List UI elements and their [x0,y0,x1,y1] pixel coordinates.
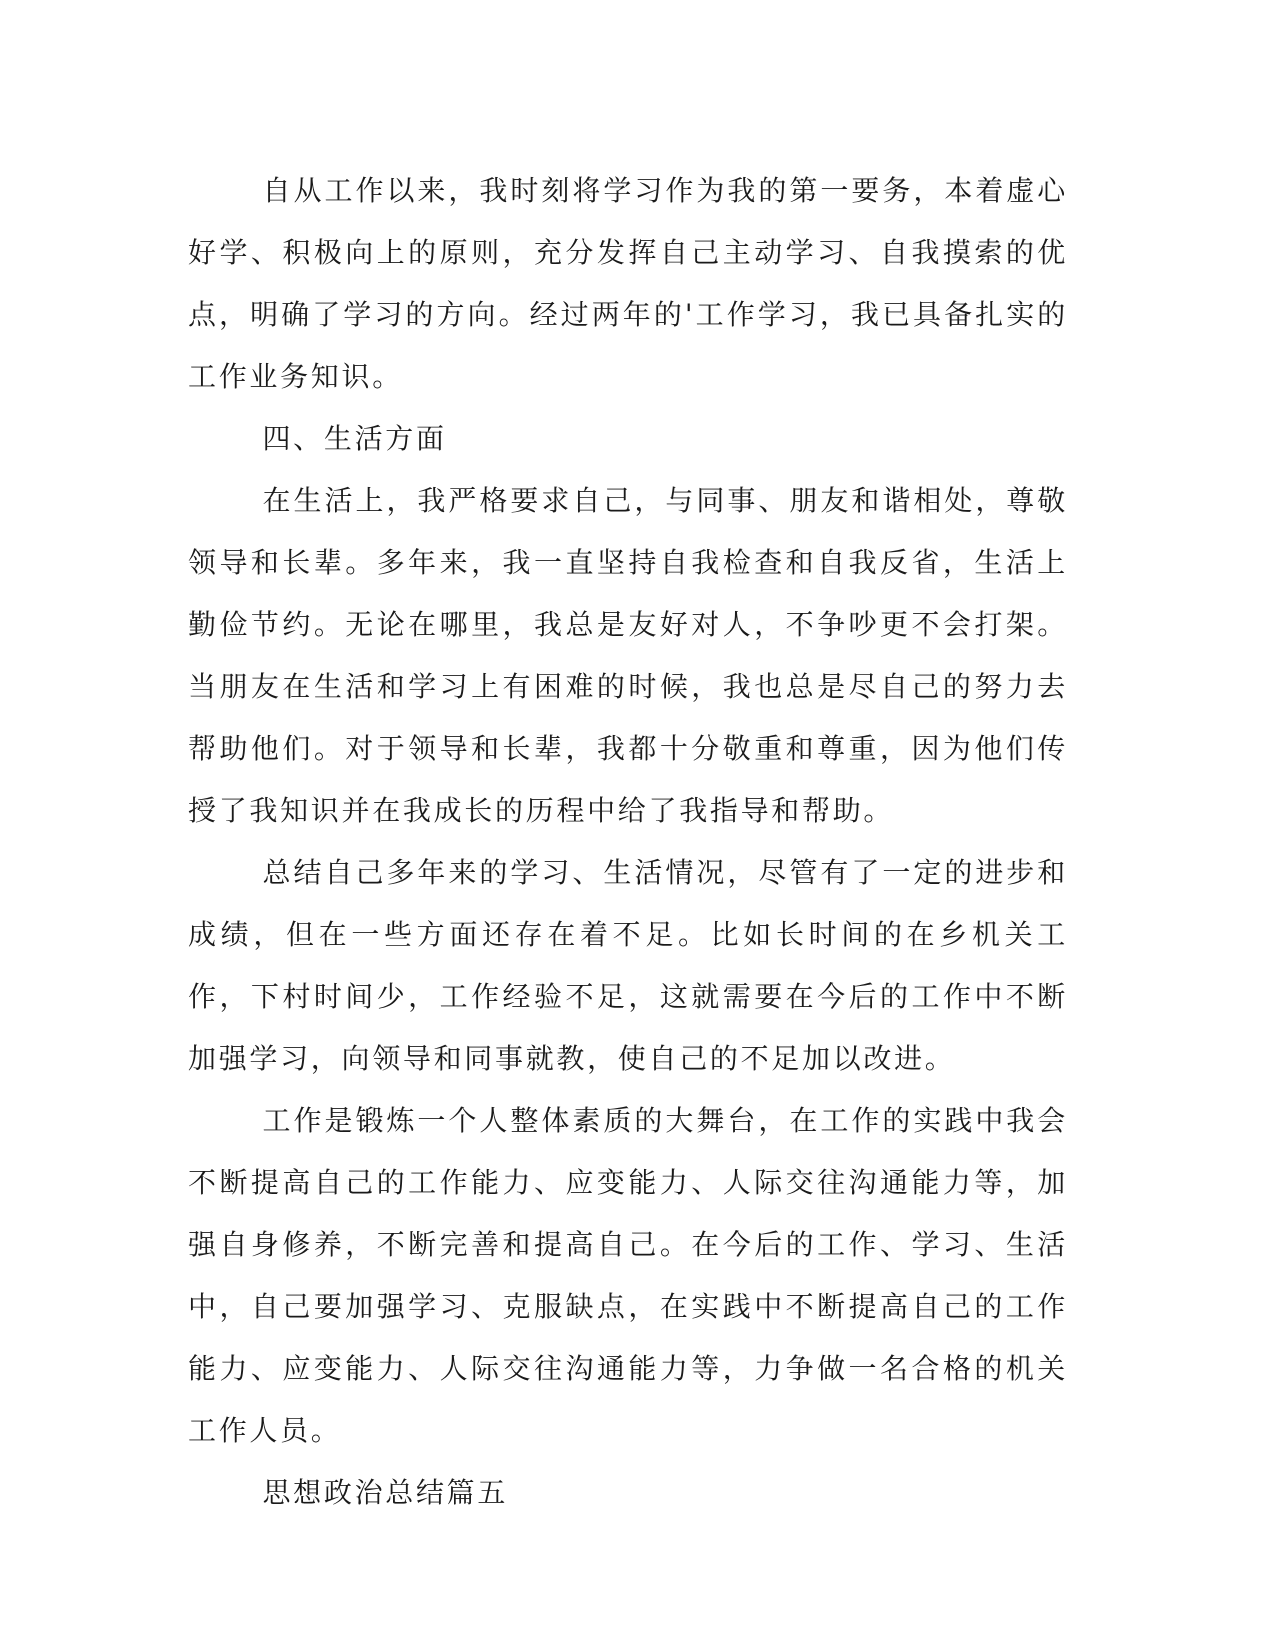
paragraph-outlook: 工作是锻炼一个人整体素质的大舞台，在工作的实践中我会不断提高自己的工作能力、应变能力、人际交往沟通能力等，加强自身修养，不断完善和提高自己。在今后的工作、学习、生活中，自己要加强学习、克服缺点，在实践中不断提高自己的工作能力、应变能力、人际交往沟通能力等，力争做一名合格的机关工作人员。 [188,1104,1068,1447]
paragraph-life: 在生活上，我严格要求自己，与同事、朋友和谐相处，尊敬领导和长辈。多年来，我一直坚持自我检查和自我反省，生活上勤俭节约。无论在哪里，我总是友好对人，不争吵更不会打架。当朋友在生活和学习上有困难的时候，我也总是尽自己的努力去帮助他们。对于领导和长辈，我都十分敬重和尊重，因为他们传授了我知识并在我成长的历程中给了我指导和帮助。 [188,484,1068,827]
paragraph-summary: 总结自己多年来的学习、生活情况，尽管有了一定的进步和成绩，但在一些方面还存在着不足。比如长时间的在乡机关工作，下村时间少，工作经验不足，这就需要在今后的工作中不断加强学习，向领导和同事就教，使自己的不足加以改进。 [188,856,1068,1075]
document-body [188,160,1068,1524]
section-heading-part-five: 思想政治总结篇五 [262,1476,509,1509]
paragraph-study: 自从工作以来，我时刻将学习作为我的第一要务，本着虚心好学、积极向上的原则，充分发挥自己主动学习、自我摸索的优点，明确了学习的方向。经过两年的'工作学习，我已具备扎实的工作业务知识。 [188,174,1068,393]
section-heading-life: 四、生活方面 [262,422,447,455]
